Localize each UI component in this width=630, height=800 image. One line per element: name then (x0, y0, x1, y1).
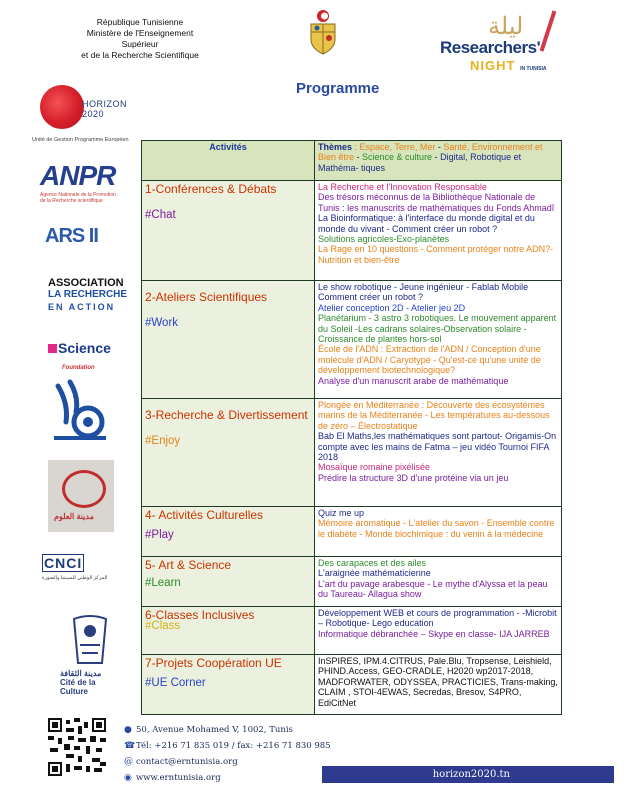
table-row (142, 557, 562, 607)
activity-tag: #Chat (145, 209, 176, 222)
science-foundation-logo (48, 340, 111, 372)
activity-item: Des carapaces et des ailes (318, 558, 427, 568)
email-icon: @ (124, 757, 133, 767)
contacts-block (124, 722, 331, 786)
cnci-caption: المركز الوطني للسينما والصورة (42, 575, 108, 581)
anpr-caption: Agence Nationale de la Promotion de la Recherche scientifique (40, 192, 116, 204)
location-pin-icon: ● (124, 725, 132, 735)
horizon-caption: Unité de Gestion Programme Européen (32, 137, 129, 143)
activity-item: Quiz me up (318, 508, 365, 518)
cnci-logo (42, 555, 128, 610)
activity-item: Mosaïque romaine pixélisée (318, 462, 431, 473)
researchers-night-title: Researchers' (440, 38, 541, 57)
table-row (142, 281, 562, 399)
table-header-row (142, 141, 562, 181)
ministry-line: et de la Recherche Scientifique (81, 50, 199, 60)
activity-title: 6-Classes Inclusives (145, 608, 255, 622)
activity-tag: #Class (145, 620, 181, 633)
table-row (142, 399, 562, 507)
contact-email[interactable]: @ contact@erntunisia.org (124, 754, 331, 770)
association-line: EN ACTION (48, 302, 116, 312)
activity-item: École de l'ADN : Extraction de l'ADN / Conception d'une molécule d'ADN / Caryotype - Qu'est-ce qu'une unité de développement biotechnologique? (318, 344, 541, 376)
activity-title: 1-Conférences & Débats (145, 182, 277, 196)
activity-cell (142, 655, 315, 715)
activity-tag: #Work (145, 317, 179, 330)
activity-item: La Bioinformatique: à l'interface du monde digital et du monde du vivant - Comment créer un robot ? (318, 213, 535, 234)
activity-item: Planétarium - 3 astro 3 robotiques. Le mouvement apparent du Soleil -Les cadrans solaires-Observation solaire - Croissance de plantes hors-sol (318, 313, 557, 345)
ministry-line: République Tunisienne (96, 17, 184, 27)
activity-item: Solutions agricoles-Exo-planètes (318, 234, 450, 245)
contact-phone: ☎Tél: +216 71 835 019 / fax: +216 71 830 985 (124, 738, 331, 754)
theme-part: Science & culture (362, 152, 433, 163)
cite-culture-icon (60, 615, 120, 667)
theme-part: - (435, 142, 444, 152)
table-row (142, 181, 562, 281)
table-row (142, 507, 562, 557)
themes-cell (315, 557, 562, 607)
cdls-arabic: مدينة العلوم (54, 512, 94, 521)
anpr-logo (40, 160, 120, 218)
tunisia-emblem-icon (305, 8, 341, 58)
table-row (142, 607, 562, 655)
activities-header: Activités (142, 141, 315, 181)
horizon-text: HORIZON 2020 (82, 99, 127, 119)
themes-cell (315, 281, 562, 399)
contact-web[interactable]: ◉ www.erntunisia.org (124, 770, 331, 786)
activity-item: Plongée en Méditerranée : Découverte des écosystèmes marins de la Méditerranée - Les températures au-dessous de zéro – Électrostatique (318, 400, 550, 431)
association-logo (48, 277, 130, 313)
researchers-night-logo (440, 10, 560, 76)
activity-item: InSPIRES, IPM.4.CITRUS, Pale.Blu, Tropsense, Leishield, PHIND.Access, GEO-CRADLE, H2020 wp2017-2018, MADFORWATER, ODYSSEA, PRACTICIES, Trans-making, CLAIM , STOI-4EWAS, Secredas, Bresov, S4PRO, EdiCitNet (318, 656, 558, 708)
activity-tag: #Play (145, 529, 174, 542)
cite-culture-logo (60, 615, 120, 705)
phone-icon: ☎ (124, 741, 136, 751)
activity-item: L'araignée mathématicienne (318, 568, 431, 579)
horizon2020-logo (30, 85, 135, 145)
activity-title: 7-Projets Coopération UE (145, 656, 282, 670)
activity-cell (142, 399, 315, 507)
ministry-line: Ministère de l'Enseignement Supérieur (86, 28, 194, 49)
programme-table (141, 140, 562, 715)
activity-item: L'art du pavage arabesque - Le mythe d'Alyssa et la peau du Taureau- Allagua show (318, 578, 548, 600)
activity-item: La Recherche et l'Innovation Responsable (318, 182, 487, 192)
science-name: Science (58, 340, 111, 356)
wheel-logo-icon (48, 376, 112, 446)
arsii-logo: ARS II (45, 225, 98, 247)
activity-title: 4- Activités Culturelles (145, 508, 264, 522)
cnci-name: CNCI (44, 555, 83, 571)
themes-cell (315, 607, 562, 655)
activity-cell (142, 607, 315, 655)
science-sub: Foundation (62, 365, 95, 371)
activity-tag: #Learn (145, 577, 181, 590)
researchers-night-sub: NIGHT IN TUNISIA (470, 58, 547, 73)
theme-part: - (354, 152, 363, 163)
themes-cell (315, 399, 562, 507)
themes-cell (315, 181, 562, 281)
activity-item: Atelier conception 2D - Atelier jeu 2D (318, 302, 466, 313)
activity-item: Informatique débranchée – Skype en classe- IJA JARREB (318, 628, 550, 639)
qr-code-icon (48, 718, 106, 776)
cite-des-sciences-logo (48, 460, 114, 532)
activity-item: Le show robotique - Jeune ingénieur - Fablab Mobile Comment créer un robot ? (318, 282, 529, 303)
activity-item: Bab El Maths,les mathématiques sont partout- Origamis-On compte avec les mains de Fatma – jeu vidéo Tournoi FIFA 2018 (318, 431, 557, 463)
anpr-name: ANPR (40, 160, 116, 191)
table-row (142, 655, 562, 715)
activity-item: Mémoire aromatique - L'atelier du savon - Ensemble contre le diabète - Monde biochimique : du venin à la médecine (318, 518, 555, 539)
cite-text: مدينة الثقافة Cité de la Culture (60, 669, 102, 696)
activity-title: 5- Art & Science (145, 558, 232, 572)
theme-part: Santé, Environnement et Bien être (318, 142, 543, 163)
contact-address: ● 50, Avenue Mohamed V, 1002, Tunis (124, 722, 331, 738)
activity-cell (142, 507, 315, 557)
activity-cell (142, 281, 315, 399)
theme-part: - (432, 152, 441, 163)
association-line: ASSOCIATION (48, 277, 124, 289)
ministry-header (70, 17, 210, 61)
themes-cell (315, 507, 562, 557)
horizon-circle-icon (40, 85, 84, 129)
activity-title: 3-Recherche & Divertissement (145, 408, 308, 422)
researchers-night-bar (540, 10, 557, 51)
theme-part: Digital, Robotique et Mathéma- tiques (318, 152, 522, 173)
themes-header: Thèmes : Espace, Terre, Mer - Santé, Environnement et Bien être - Science & culture - Digital, Robotique et Mathéma- tiques (315, 141, 562, 181)
cdls-circle-icon (62, 470, 106, 508)
science-square-icon (48, 344, 57, 353)
activity-cell (142, 557, 315, 607)
activity-item: Développement WEB et cours de programmation - -Microbit – Robotique- Lego education (318, 608, 557, 629)
activity-title: 2-Ateliers Scientifiques (145, 290, 268, 304)
footer-url[interactable]: horizon2020.tn (432, 769, 510, 780)
activity-cell (142, 181, 315, 281)
page-title: Programme (296, 80, 380, 97)
activity-tag: #Enjoy (145, 435, 181, 448)
globe-icon: ◉ (124, 773, 132, 783)
activity-item: Analyse d'un manuscrit arabe de mathématique (318, 375, 509, 386)
activity-item: Prédire la structure 3D d'une protéine via un jeu (318, 472, 509, 483)
activity-tag: #UE Corner (145, 677, 206, 690)
activity-item: La Rage en 10 questions - Comment protéger notre ADN?-Nutrition et bien-être (318, 244, 554, 265)
themes-cell (315, 655, 562, 715)
theme-part: : Espace, Terre, Mer (352, 142, 436, 152)
association-line: LA RECHERCHE (48, 289, 128, 300)
researchers-night-arabic: ليلة (488, 12, 524, 40)
activity-item: Des trésors méconnus de la Bibliothèque Nationale de Tunis : les manuscrits de mathématiques du Fonds Ahmadî (318, 192, 555, 213)
